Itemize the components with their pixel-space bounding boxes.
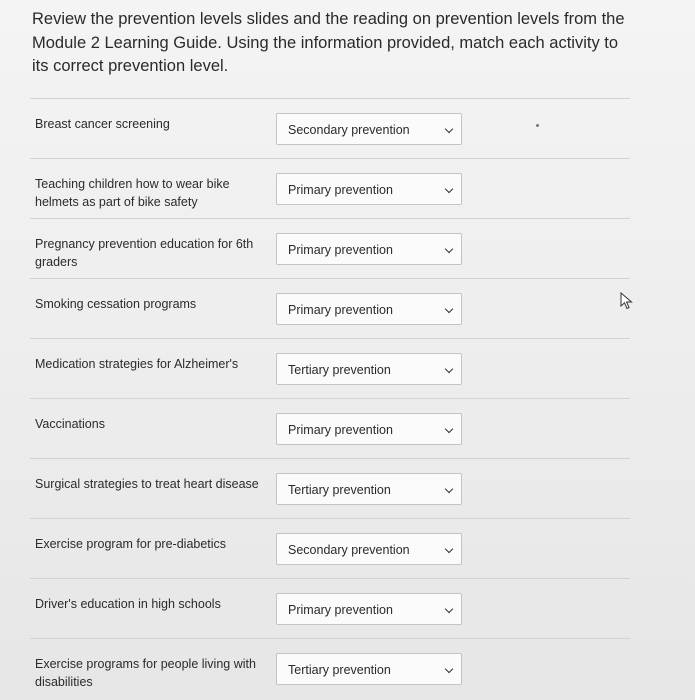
activity-label: Teaching children how to wear bike helmets as part of bike safety — [35, 177, 230, 209]
prevention-level-select[interactable] — [276, 173, 462, 205]
chevron-down-icon — [445, 305, 453, 313]
activity-label: Surgical strategies to treat heart disease — [35, 477, 259, 491]
prevention-level-select[interactable] — [276, 233, 462, 265]
chevron-down-icon — [445, 125, 453, 133]
select-value: Secondary prevention — [288, 123, 410, 137]
select-value: Tertiary prevention — [288, 663, 391, 677]
prevention-level-select[interactable] — [276, 473, 462, 505]
activity-label: Vaccinations — [35, 417, 105, 431]
chevron-down-icon — [445, 545, 453, 553]
matching-list — [30, 98, 630, 698]
activity-label: Exercise program for pre-diabetics — [35, 537, 227, 551]
matching-row — [30, 158, 630, 218]
prevention-level-select[interactable] — [276, 593, 462, 625]
prevention-level-select[interactable] — [276, 533, 462, 565]
instructions-text: Review the prevention levels slides and the reading on prevention levels from the Module 2 Learning Guide. Using the information provided, match each activity to its correct prevention level. — [32, 10, 625, 75]
prevention-level-select[interactable] — [276, 353, 462, 385]
activity-label: Breast cancer screening — [35, 117, 170, 131]
activity-label: Driver's education in high schools — [35, 597, 221, 611]
chevron-down-icon — [445, 485, 453, 493]
activity-label: Pregnancy prevention education for 6th graders — [35, 237, 254, 269]
select-value: Primary prevention — [288, 243, 393, 257]
select-value: Primary prevention — [288, 603, 393, 617]
activity-label: Exercise programs for people living with disabilities — [35, 657, 256, 689]
prevention-level-select[interactable] — [276, 653, 462, 685]
matching-row — [30, 278, 630, 338]
prevention-level-select[interactable] — [276, 113, 462, 145]
mouse-cursor-icon — [620, 292, 634, 310]
matching-row — [30, 218, 630, 278]
matching-row — [30, 98, 630, 158]
prevention-level-select[interactable] — [276, 293, 462, 325]
matching-row — [30, 638, 630, 698]
matching-row — [30, 518, 630, 578]
select-value: Tertiary prevention — [288, 483, 391, 497]
activity-label: Medication strategies for Alzheimer's — [35, 357, 239, 371]
chevron-down-icon — [445, 605, 453, 613]
matching-row — [30, 398, 630, 458]
matching-row — [30, 458, 630, 518]
chevron-down-icon — [445, 365, 453, 373]
prevention-level-select[interactable] — [276, 413, 462, 445]
activity-label: Smoking cessation programs — [35, 297, 197, 311]
chevron-down-icon — [445, 665, 453, 673]
chevron-down-icon — [445, 185, 453, 193]
matching-row — [30, 578, 630, 638]
select-value: Primary prevention — [288, 423, 393, 437]
chevron-down-icon — [445, 245, 453, 253]
select-value: Secondary prevention — [288, 543, 410, 557]
matching-row — [30, 338, 630, 398]
select-value: Tertiary prevention — [288, 363, 391, 377]
chevron-down-icon — [445, 425, 453, 433]
select-value: Primary prevention — [288, 303, 393, 317]
select-value: Primary prevention — [288, 183, 393, 197]
